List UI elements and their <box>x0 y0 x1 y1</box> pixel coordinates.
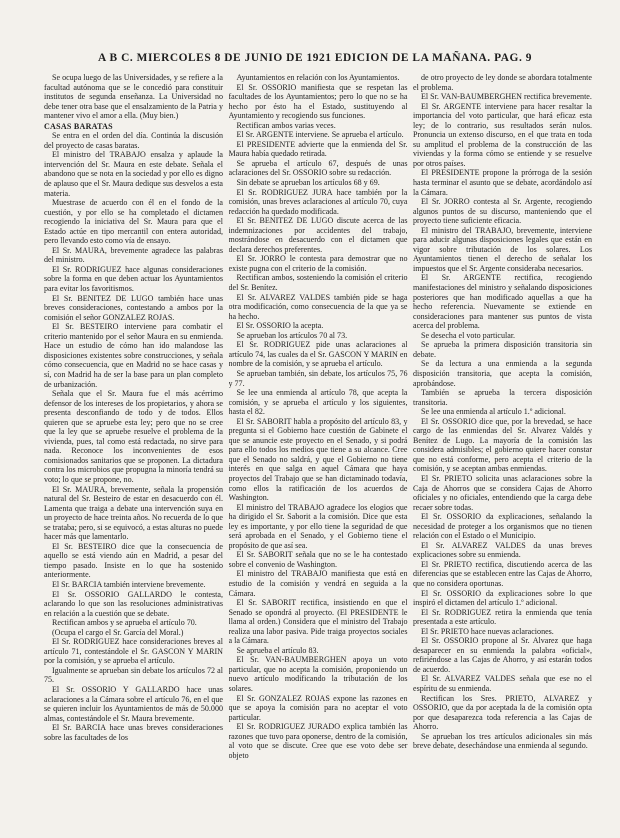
paragraph: El Sr. ARGENTE interviene. Se aprueba el artículo. <box>236 130 404 140</box>
paragraph: Muestrase de acuerdo con él en el fondo de la cuestión, y por ello se ha completado el dictamen recogiendo la iniciativa del Sr. Maura para que el Estado actúe en tipo mercantil con entera autoridad, pero llevando esto como vía de ensayo. <box>44 198 223 246</box>
paragraph: Rectifican los Sres. PRIETO, ALVAREZ y OSSORIO, que da por aceptada la de la comisión opta por que desaparezca toda referencia a las Cajas de Ahorro. <box>413 693 592 732</box>
section-title: CASAS BARATAS <box>44 121 113 131</box>
paragraph: El Sr. OSSORIO GALLARDO le contesta, aclarando lo que son las resoluciones administrativas en relación a la cuestión que se debate. <box>44 589 223 618</box>
column-left <box>44 73 223 835</box>
paragraph: El Sr. RODRIGUEZ JURADO explica también las razones que tuvo para oponerse, dentro de la comisión, al voto que se discute. Cree que ese voto debe ser objeto <box>228 722 408 760</box>
paragraph: El ministro del TRABAJO manifiesta que está en estudio de la comisión y vendrá en seguida a la Cámara. <box>228 569 408 598</box>
paragraph: El Sr. VAN-BAUMBERGHEN rectifica brevemente. <box>421 92 592 102</box>
paragraph: El Sr. MAURA, brevemente, señala la propensión natural del Sr. Besteiro de estar en desacuerdo con él. Lamenta que traiga a debate una intervención suya en un proyecto de hace treinta años. No recuerda de lo que se trataba; pero, si se equivocó, a estas alturas no puede hacer más que lamentarlo. <box>44 484 223 542</box>
paragraph: El Sr. RODRIGUEZ hace consideraciones breves al artículo 71, contestándole el Sr. GASCON Y MARIN por la comisión, y se aprueba el artículo. <box>44 637 223 666</box>
text-columns <box>44 73 592 835</box>
paragraph: Ayuntamientos en relación con los Ayuntamientos. <box>236 73 400 82</box>
paragraph: Se lee una enmienda al artículo 1.º adicional. <box>421 407 566 417</box>
paragraph: El Sr. RODRIGUEZ pide unas aclaraciones al artículo 74, las cuales da el Sr. GASCON Y MARIN en nombre de la comisión, y se aprueba el artículo. <box>228 340 408 369</box>
paragraph: Rectifican ambos varias veces. <box>236 120 336 130</box>
paragraph: Se lee una enmienda al artículo 78, que acepta la comisión, y se aprueba el artículo y los siguientes, hasta el 82. <box>228 388 408 417</box>
column-middle <box>229 73 408 835</box>
paragraph: El Sr. OSSORIO Y GALLARDO hace unas aclaraciones a la Cámara sobre el artículo 76, en el que se quieren incluir los Ayuntamientos de más de 50.000 almas, contestándole el Sr. Maura brevemente. <box>44 685 223 723</box>
paragraph: Se aprueban los tres artículos adicionales sin más breve debate, desechándose una enmienda al segundo. <box>413 731 592 751</box>
paragraph: Se aprueba el artículo 67, después de unas aclaraciones del Sr. OSSORIO sobre su redacción. <box>228 158 408 178</box>
paragraph: El ministro del TRABAJO, brevemente, interviene para aducir algunas disposiciones legales que están en vigor sobre tributación de los solares. Los Ayuntamientos tienen el derecho de señalar los impuestos que el Sr. Argente consideraba necesarios. <box>413 225 592 273</box>
paragraph: Se aprueban también, sin debate, los artículos 75, 76 y 77. <box>228 368 408 388</box>
paragraph: El Sr. PRIETO rectifica, discutiendo acerca de las diferencias que se establecen entre las Cajas de Ahorro, que no considera oportunas. <box>413 559 592 588</box>
paragraph: Se aprueban los artículos 70 al 73. <box>236 330 348 340</box>
paragraph: El Sr. SABORIT habla a propósito del artículo 83, y pregunta si el Gobierno hace cuestión de Gabinete el que se anuncie este proyecto en el Senado, y si podrá para ello todos los medios que tiene a su alcance. Cree que el Senado no saldrá, y que el Gobierno no tiene interés en que salga en aquel Cámara que haya proyectos del Trabajo que se han dictaminado todavía, como ellos la ratificación de los acuerdos de Washington. <box>228 416 408 503</box>
paragraph: Señala que el Sr. Maura fue el más acérrimo defensor de los intereses de los propietarios, y ahora se presenta desconfiando de todo y de todos. Ellos quieren que se apruebe esta ley; pero que no se cree que la ley que se apruebe resuelve el problema de la vivienda, pues, tal como está redactada, no sirve para nada. Reconoce los inconvenientes de esos comisionados sanitarios que se proponen. La dictadura contra los microbios que propugna la minoría tendrá su voto; lo que se propone, no. <box>44 389 223 484</box>
paragraph: El Sr. ARGENTE interviene para hacer resaltar la importancia del voto particular, que hará eficaz esta ley; de lo contrario, sus resultados serán nulos. Pronuncia un extenso discurso, en el que trata en toda su amplitud el problema de la construcción de las viviendas y la forma cómo se entiende y se resuelve por otros países. <box>413 101 592 168</box>
paragraph: Se aprueba el artículo 83. <box>236 645 319 655</box>
paragraph: El Sr. GONZALEZ ROJAS expone las razones en que se apoya la comisión para no aceptar el voto particular. <box>228 693 408 722</box>
paragraph: El Sr. SABORIT señala que no se le ha contestado sobre el convenio de Washington. <box>228 550 408 569</box>
paragraph: El Sr. ALVAREZ VALDES señala que ese no el espíritu de su enmienda. <box>413 674 592 693</box>
paragraph: Igualmente se aprueban sin debate los artículos 72 al 75. <box>44 665 223 685</box>
paragraph: El Sr. RODRIGUEZ hace algunas consideraciones sobre la forma en que deben actuar los Ayuntamientos para evitar los favoritismos. <box>44 264 223 294</box>
paragraph: (Ocupa el cargo el Sr. García del Moral.) <box>52 627 184 637</box>
paragraph: El Sr. OSSORIO da explicaciones, señalando la necesidad de proteger a los organismos que no tienen relación con el Estado o el Municipio. <box>413 512 592 541</box>
paragraph: El Sr. BESTEIRO dice que la consecuencia de aquello se está viendo aún en Madrid, a pesar del tiempo pasado. Insiste en lo que ha sostenido anteriormente. <box>44 541 223 580</box>
paragraph: El Sr. PRIETO solicita unas aclaraciones sobre la Caja de Ahorros que se considera Cajas de Ahorro oficiales y no oficiales, entendiendo que la carga debe recaer sobre todas. <box>413 473 592 512</box>
paragraph: El Sr. PRIETO hace nuevas aclaraciones. <box>421 626 554 636</box>
paragraph: El Sr. VAN-BAUMBERGHEN apoya un voto particular, que no acepta la comisión, proponiendo un nuevo artículo modificando la tributación de los solares. <box>228 655 408 693</box>
paragraph: El Sr. BESTEIRO interviene para combatir el criterio mantenido por el señor Maura en su enmienda. Hace un estudio de cómo han ido malandose las disposiciones existentes sobre construcciones, y señala cómo consecuencia, que en Madrid no se hace casas y sí, con Madrid ha de ser la base para un plan completo de urbanización. <box>44 322 223 389</box>
paragraph: El ministro del TRABAJO ensalza y aplaude la intervención del Sr. Maura en este debate. Señala el abandono que se nota en la sociedad y por ello es digno de aplauso que el Sr. Maura dedique sus desvelos a esta materia. <box>44 150 223 198</box>
paragraph: Se da lectura a una enmienda a la segunda disposición transitoria, que acepta la comisión, aprobándose. <box>413 359 592 388</box>
paragraph: El Sr. RODRIGUEZ JURA hace también por la comisión, unas breves aclaraciones al artículo 70, cuya redacción ha quedado modificada. <box>228 187 408 216</box>
page-header: A B C. MIERCOLES 8 DE JUNIO DE 1921 EDICION DE LA MAÑANA. PAG. 9 <box>97 52 532 64</box>
paragraph: El Sr. OSSORIO manifiesta que se respetan las facultades de los Ayuntamientos; pero lo que no se ha hecho por ésto ha el Estado, sustituyendo al Ayuntamiento y recogiendo sus funciones. <box>228 82 408 121</box>
paragraph: Rectifican ambos y se aprueba el artículo 70. <box>52 618 197 628</box>
paragraph: El Sr. SABORIT rectifica, insistiendo en que el Senado se opondrá al proyecto. (El PRESIDENTE le llama al orden.) Considera que el ministro del Trabajo realiza una labor pasiva. Pide traiga proyectos sociales a la Cámara. <box>228 598 408 646</box>
paragraph: El Sr. OSSORIO dice que, por la brevedad, se hace cargo de las enmiendas del Sr. Alvarez Valdés y Benítez de Lugo. La mayoría de la comisión las considera admisibles; el gobierno quiere hacer constar que no está conforme, pero acepta el criterio de la comisión, y se aceptan ambas enmiendas. <box>413 416 592 474</box>
paragraph: Se desecha el voto particular. <box>421 330 516 340</box>
paragraph: El Sr. BARCIA también interviene brevemente. <box>52 579 206 589</box>
column-right <box>413 73 592 835</box>
paragraph: El Sr. JORRO contesta al Sr. Argente, recogiendo algunos puntos de su discurso, manteniendo que el proyecto tiene suficiente eficacia. <box>413 197 592 226</box>
paragraph: También se aprueba la tercera disposición transitoria. <box>413 388 592 407</box>
paragraph: El Sr. JORRO le contesta para demostrar que no existe pugna con el criterio de la comisión. <box>228 254 408 273</box>
paragraph: de otro proyecto de ley donde se abordara totalmente el problema. <box>413 73 592 92</box>
paragraph: El Sr. ALVAREZ VALDES también pide se haga otra modificación, como consecuencia de la que ya se ha hecho. <box>228 292 408 321</box>
paragraph: El Sr. BENITEZ DE LUGO también hace unas breves consideraciones, contestando a ambos por la comisión el señor GONZALEZ ROJAS. <box>44 293 223 322</box>
paragraph: El Sr. BARCIA hace unas breves consideraciones sobre las facultades de los <box>44 723 223 742</box>
paragraph: Rectifican ambos, sosteniendo la comisión el criterio del Sr. Benítez. <box>228 273 408 293</box>
paragraph: El Sr. OSSORIO da explicaciones sobre lo que inspiró el dictamen del artículo 1.º adicional. <box>413 588 592 608</box>
paragraph: Se ocupa luego de las Universidades, y se refiere a la facultad autónoma que se le concedió para constituir institutos de segunda enseñanza. La Universidad no debe tener otra base que el ensalzamiento de la Patria y mantener vivo el amor a ella. (Muy bien.) <box>44 73 223 121</box>
paragraph: Sin debate se aprueban los artículos 68 y 69. <box>236 178 380 188</box>
paragraph: El Sr. OSSORIO la acepta. <box>236 321 324 331</box>
paragraph: El Sr. ALVAREZ VALDES da unas breves explicaciones sobre su enmienda. <box>413 540 592 560</box>
paragraph: El ministro del TRABAJO agradece los elogios que ha dirigido el Sr. Saborit a la comisión. Dice que esta ley es importante, y por ello tiene la seguridad de que será aprobada en el Senado, y el Gobierno tiene el propósito de que así sea. <box>228 502 408 550</box>
paragraph: El Sr. RODRIGUEZ retira la enmienda que tenía presentada a este artículo. <box>413 607 592 627</box>
paragraph: El Sr. MAURA, brevemente agradece las palabras del ministro. <box>44 245 223 265</box>
paragraph: El PRESIDENTE propone la prórroga de la sesión hasta terminar el asunto que se debate, acordándolo así la Cámara. <box>413 168 592 197</box>
paragraph: Se entra en el orden del día. Continúa la discusión del proyecto de casas baratas. <box>44 131 223 150</box>
paragraph: Se aprueba la primera disposición transitoria sin debate. <box>413 340 592 359</box>
paragraph: El Sr. OSSORIO propone al Sr. Alvarez que haga desaparecer en su enmienda la palabra «oficial», refiriéndose a las Cajas de Ahorro, y así estarán todos de acuerdo. <box>413 636 592 674</box>
paragraph: El Sr. BENITEZ DE LUGO discute acerca de las indemnizaciones por accidentes del trabajo, mostrándose en desacuerdo con el dictamen que declara derechos preferentes. <box>228 216 408 254</box>
paragraph: El Sr. ARGENTE rectifica, recogiendo manifestaciones del ministro y señalando disposiciones posteriores que han modificado aquellas a que ha hecho referencia. Nuevamente se extiende en consideraciones para mantener sus puntos de vista acerca del problema. <box>413 273 592 331</box>
paragraph: El PRESIDENTE advierte que la enmienda del Sr. Maura había quedado retirada. <box>228 139 408 159</box>
